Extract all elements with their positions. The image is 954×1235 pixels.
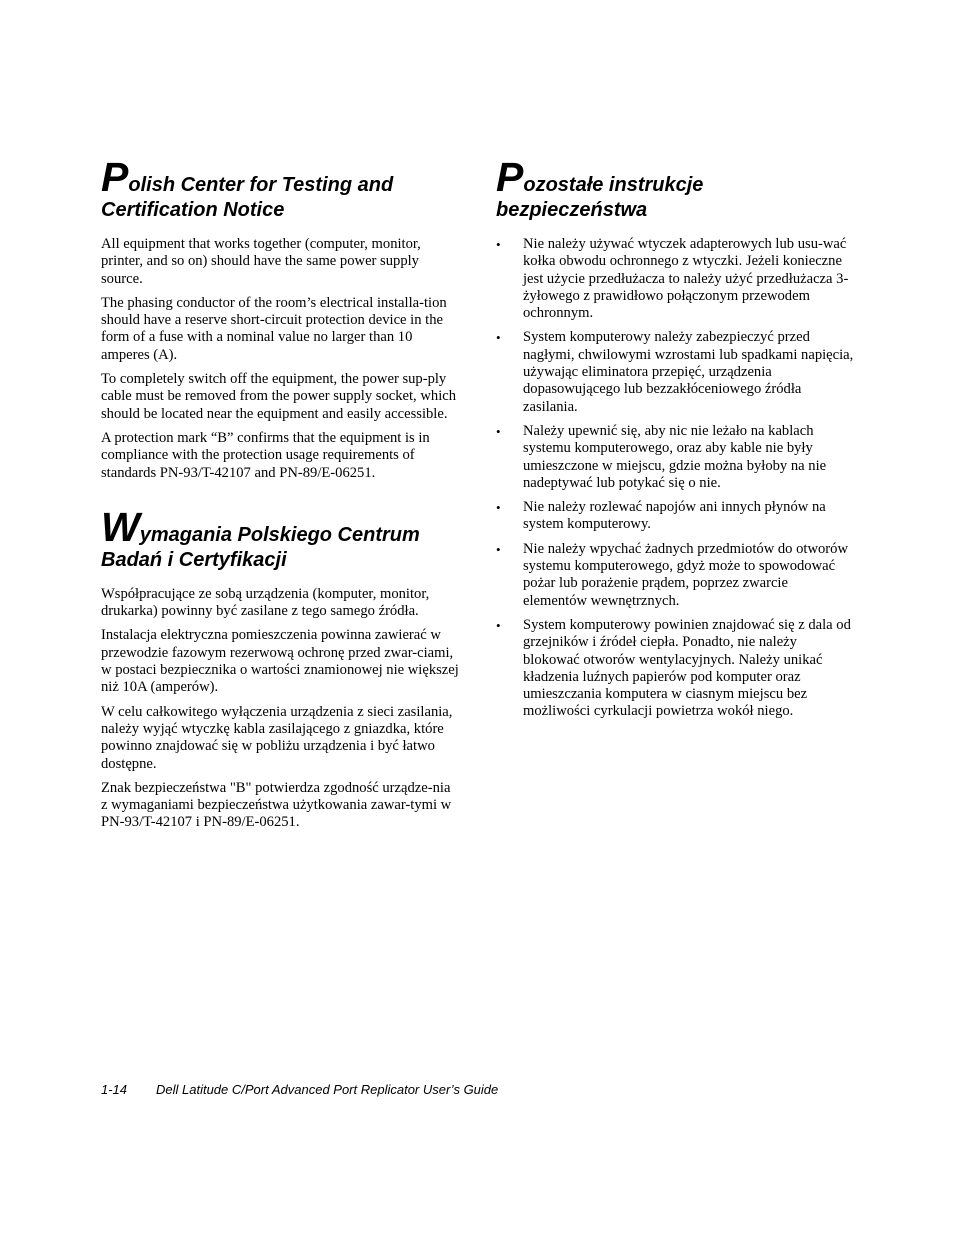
heading-text-line1: ozostałe instrukcje	[523, 174, 704, 196]
heading-text-line1: ymagania Polskiego Centrum	[139, 523, 420, 546]
list-item	[496, 329, 854, 415]
heading-text-line1: olish Center for Testing and	[128, 174, 394, 196]
safety-instructions-list	[496, 236, 854, 721]
list-item	[496, 423, 854, 492]
page-footer	[101, 1081, 498, 1099]
paragraph: W celu całkowitego wyłączenia urządzenia z sieci zasilania, należy wyjąć wtyczkę kabla zasilającego z gniazdka, które powinno znajdować się w pobliżu urządzenia i być łatwo dostępne.	[101, 703, 453, 772]
section-heading-polish-center	[101, 154, 459, 223]
bullet-icon: •	[496, 541, 501, 557]
list-item-text: Należy upewnić się, aby nic nie leżało na kablach systemu komputerowego, oraz aby kable nie były umieszczone w miejscu, gdzie można byłoby na nie nadeptywać lub potykać się o nie.	[523, 422, 827, 491]
footer-title: Dell Latitude C/Port Advanced Port Replicator User’s Guide	[156, 1082, 499, 1097]
list-item-text: System komputerowy powinien znajdować się z dala od grzejników i źródeł ciepła. Ponadto, nie należy blokować otworów wentylacyjnych. Należy unikać kładzenia luźnych papierów pod komputer oraz umieszczania komputera w ciasnym miejscu bez możliwości cyrkulacji powietrza wokół niego.	[523, 616, 851, 720]
bullet-icon: •	[496, 500, 501, 516]
heading-text-line2: bezpieczeństwa	[496, 199, 648, 221]
page-number: 1-14	[101, 1082, 128, 1097]
paragraph: All equipment that works together (computer, monitor, printer, and so on) should have the same power supply source.	[101, 236, 421, 287]
list-item-text: Nie należy wpychać żadnych przedmiotów do otworów systemu komputerowego, gdyż może to spowodować pożar lub porażenie prądem, poprzez zwarcie elementów wewnętrznych.	[523, 540, 849, 609]
bullet-icon: •	[496, 237, 501, 252]
drop-cap: W	[101, 503, 140, 550]
paragraph: The phasing conductor of the room’s electrical installa-tion should have a reserve short-circuit protection device in the form of a fuse with a nominal value no larger than 10 amperes (A).	[101, 294, 447, 363]
list-item	[496, 617, 854, 721]
heading-text-line2: Certification Notice	[101, 199, 285, 221]
list-item	[496, 541, 854, 610]
paragraph: Instalacja elektryczna pomieszczenia powinna zawierać w przewodzie fazowym rezerwową ochronę przed zwar-ciami, w postaci bezpiecznika o wartości znamionowej nie większej niż 10A (amperów).	[101, 627, 459, 696]
bullet-icon: •	[496, 617, 501, 633]
list-item-text: Nie należy rozlewać napojów ani innych płynów na system komputerowy.	[523, 499, 826, 533]
paragraph: Współpracujące ze sobą urządzenia (komputer, monitor, drukarka) powinny być zasilane z tego samego źródła.	[101, 585, 430, 620]
section-heading-pozostale	[496, 154, 854, 223]
drop-cap: P	[496, 154, 524, 200]
list-item-text: System komputerowy należy zabezpieczyć przed nagłymi, chwilowymi wzrostami lub spadkami napięcia, używając eliminatora przepięć, urządzenia dopasowującego lub bezzakłóceniowego źródła zasilania.	[523, 329, 854, 415]
right-column	[496, 154, 854, 728]
left-column	[101, 154, 459, 839]
paragraph: Znak bezpieczeństwa "B" potwierdza zgodność urządze-nia z wymaganiami bezpieczeństwa użytkowania zawar-tymi w PN-93/T-42107 i PN-89/E-06251.	[101, 779, 452, 831]
paragraph: A protection mark “B” confirms that the equipment is in compliance with the protection usage requirements of standards PN-93/T-42107 and PN-89/E-06251.	[101, 429, 430, 481]
heading-text-line2: Badań i Certyfikacji	[101, 548, 287, 571]
bullet-icon: •	[496, 423, 501, 439]
section-spacer	[101, 489, 459, 515]
paragraph: To completely switch off the equipment, the power sup-ply cable must be removed from the power supply socket, which should be located near the equipment and easily accessible.	[101, 371, 457, 422]
list-item	[496, 499, 854, 534]
list-item	[496, 236, 854, 322]
bullet-icon: •	[496, 330, 501, 346]
list-item-text: Nie należy używać wtyczek adapterowych lub usu-wać kołka obwodu ochronnego z wtyczki. Jeżeli konieczne jest użycie przedłużacza to należy użyć przedłużacza 3-żyłowego z prawidłowo połączonym przewodem ochronnym.	[523, 236, 849, 322]
drop-cap: P	[101, 154, 129, 200]
section-heading-wymagania	[101, 503, 459, 573]
